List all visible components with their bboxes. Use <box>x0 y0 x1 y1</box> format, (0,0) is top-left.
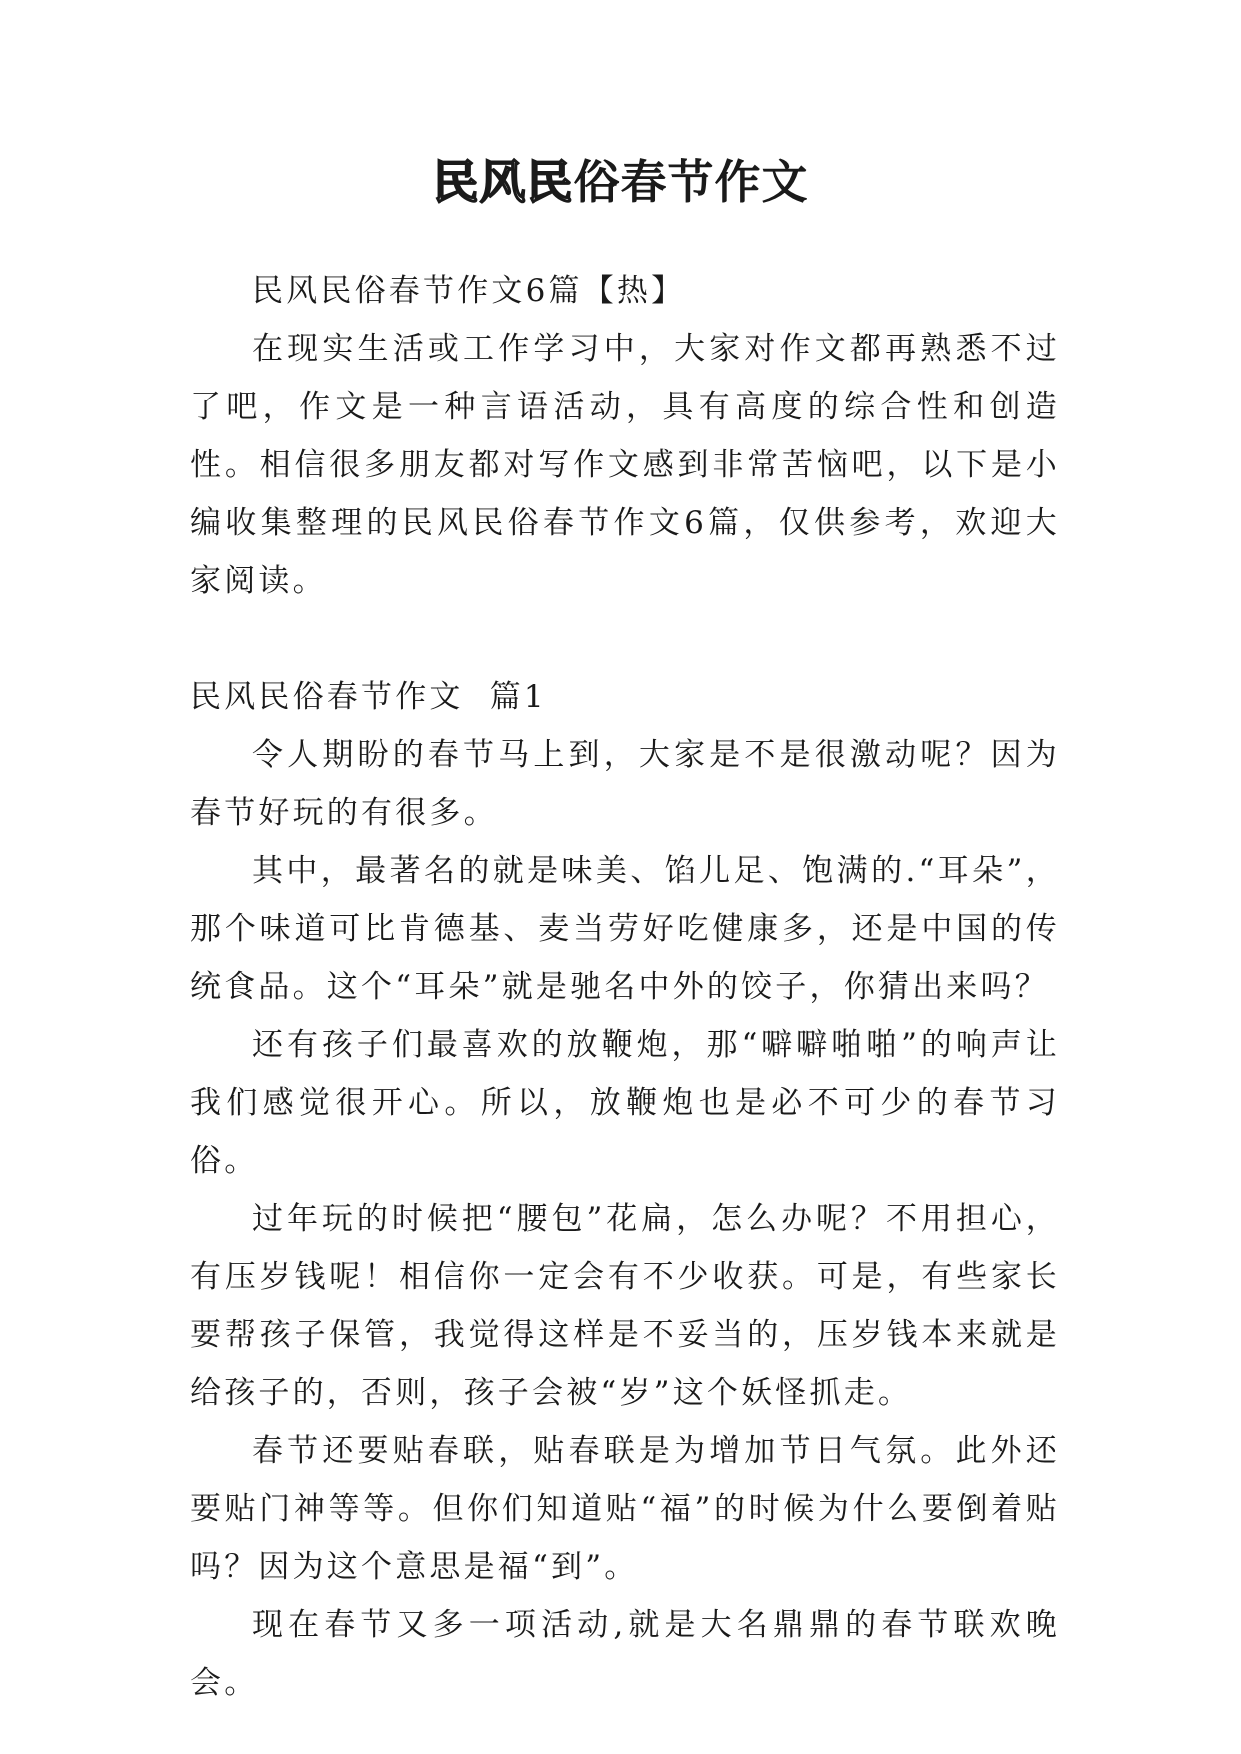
body-paragraph: 其中，最著名的就是味美、馅儿足、饱满的.“耳朵”，那个味道可比肯德基、麦当劳好吃健康多，还是中国的传统食品。这个“耳朵”就是驰名中外的饺子，你猜出来吗？ <box>190 853 1060 1005</box>
body-paragraph: 过年玩的时候把“腰包”花扁，怎么办呢？不用担心，有压岁钱呢！相信你一定会有不少收获。可是，有些家长要帮孩子保管，我觉得这样是不妥当的，压岁钱本来就是给孩子的，否则，孩子会被“岁”这个妖怪抓走。 <box>190 1201 1060 1411</box>
body-paragraph: 春节还要贴春联，贴春联是为增加节日气氛。此外还要贴门神等等。但你们知道贴“福”的时候为什么要倒着贴吗？因为这个意思是福“到”。 <box>190 1433 1060 1585</box>
title-solid-part: 俗春节作文 <box>573 155 809 209</box>
body-paragraph: 现在春节又多一项活动,就是大名鼎鼎的春节联欢晚会。 <box>190 1607 1060 1701</box>
document-body <box>190 262 1060 1712</box>
document-subtitle: 民风民俗春节作文6篇【热】 <box>252 273 686 309</box>
document-title <box>0 150 1241 214</box>
title-outlined-part: 民风民 <box>432 155 574 209</box>
body-paragraph: 令人期盼的春节马上到，大家是不是很激动呢？因为春节好玩的有很多。 <box>190 737 1060 831</box>
intro-paragraph: 在现实生活或工作学习中，大家对作文都再熟悉不过了吧，作文是一种言语活动，具有高度的综合性和创造性。相信很多朋友都对写作文感到非常苦恼吧，以下是小编收集整理的民风民俗春节作文6篇，仅供参考，欢迎大家阅读。 <box>190 331 1060 599</box>
section-heading: 民风民俗春节作文 篇1 <box>190 679 547 715</box>
body-paragraph: 还有孩子们最喜欢的放鞭炮，那“噼噼啪啪”的响声让我们感觉很开心。所以，放鞭炮也是必不可少的春节习俗。 <box>190 1027 1060 1179</box>
section-spacer <box>190 610 1060 668</box>
